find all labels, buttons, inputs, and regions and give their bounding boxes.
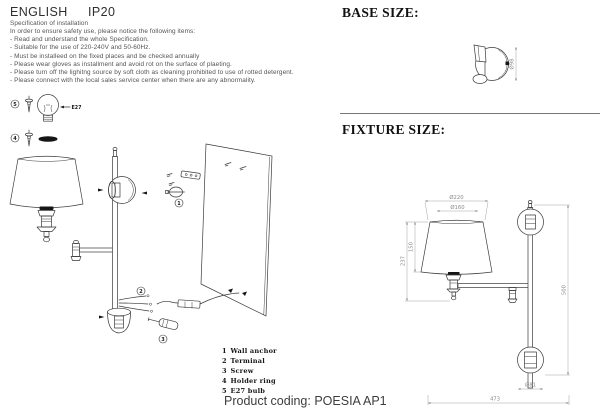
wall-panel (201, 144, 272, 316)
svg-text:Ø160: Ø160 (450, 205, 465, 211)
fixture-pole (518, 201, 544, 389)
callout-3: 3 (161, 337, 165, 343)
parts-list-item: 5 E27 bulb (222, 387, 266, 395)
product-coding (224, 394, 387, 408)
ip-rating-label: IP20 (88, 5, 116, 19)
callout-5: 5 (13, 102, 17, 108)
screw-icon (25, 96, 32, 112)
arrow-icon (142, 192, 148, 195)
spec-item: - Please connect with the local sales service center when there are any abnormality. (10, 77, 256, 85)
bulb-type-label: E27 (71, 106, 82, 111)
light-bulb-icon (38, 95, 59, 122)
spec-item: - Please turn off the lighitng source by soft cloth as cleaning prohibited to use of rotted detergent. (10, 68, 294, 76)
holder-ring-installed (40, 207, 54, 211)
spec-title: Specification of installation (10, 20, 89, 27)
installation-exploded-diagram (2, 90, 302, 352)
lamp-pole (98, 147, 147, 333)
wall-base-side-view (473, 45, 509, 84)
spec-intro: In order to ensure safety use, please notice the following items: (10, 28, 196, 36)
fixture-size-heading: FIXTURE SIZE: (342, 122, 446, 137)
wall-cup-top (109, 177, 136, 204)
fixture-lampshade (421, 220, 492, 300)
svg-text:237: 237 (400, 255, 407, 267)
product-code: POESIA AP1 (314, 394, 387, 408)
parts-list-item: 3 Screw (222, 367, 254, 375)
parts-list-item: 1 Wall anchor (222, 347, 277, 355)
wall-cup-bottom (108, 308, 131, 333)
bracket-screws (167, 174, 174, 186)
screwdriver-icon (148, 315, 179, 343)
dim-shade-inner (437, 204, 478, 211)
lampshade-assembly (10, 156, 83, 242)
spec-item: - Read and understand the whole Specification. (10, 36, 149, 44)
wall-anchor-clamp (166, 187, 185, 207)
dim-cup-diameter (518, 382, 543, 390)
callout-4: 4 (13, 136, 17, 142)
fixture-arm (458, 284, 529, 303)
parts-list-item: 2 Terminal (222, 357, 265, 365)
dim-shade-height (409, 222, 422, 272)
base-diameter-dimension (509, 47, 517, 81)
parts-list (222, 346, 277, 396)
base-diameter-label: Ø98 (509, 58, 516, 70)
spec-item: - Please wear gloves as installment and avoid rot on the surface of plaeting. (10, 60, 232, 68)
specification-text (10, 20, 294, 85)
screw-icon (25, 130, 32, 146)
svg-text:500: 500 (561, 284, 568, 296)
swing-arm (71, 240, 115, 260)
fixture-size-drawing (395, 190, 600, 414)
svg-text:Ø81: Ø81 (525, 382, 536, 389)
language-label: ENGLISH (10, 5, 68, 19)
bulb-callout (11, 95, 81, 122)
terminal-bracket (181, 171, 201, 180)
arrow-icon (99, 316, 105, 319)
dim-head-height (401, 222, 451, 301)
callout-1: 1 (177, 201, 181, 207)
dim-total-width (428, 395, 569, 405)
parts-list-item: 4 Holder ring (222, 377, 276, 385)
svg-text:473: 473 (489, 396, 501, 403)
holder-ring-callout (11, 130, 58, 146)
holder-ring-icon (39, 136, 58, 142)
spec-item: - Must be installeed on the fixed places and be checked annually (10, 52, 200, 60)
base-size-heading: BASE SIZE: (342, 5, 419, 20)
callout-2: 2 (139, 289, 143, 295)
arrow-icon (98, 189, 104, 192)
svg-text:Ø220: Ø220 (449, 195, 464, 201)
svg-text:150: 150 (408, 241, 415, 253)
product-coding-label: Product coding: (224, 394, 311, 408)
spec-item: - Suitable for the use of 220-240V and 50-60Hz. (10, 44, 151, 52)
base-size-drawing (465, 35, 527, 95)
section-divider (340, 113, 600, 114)
